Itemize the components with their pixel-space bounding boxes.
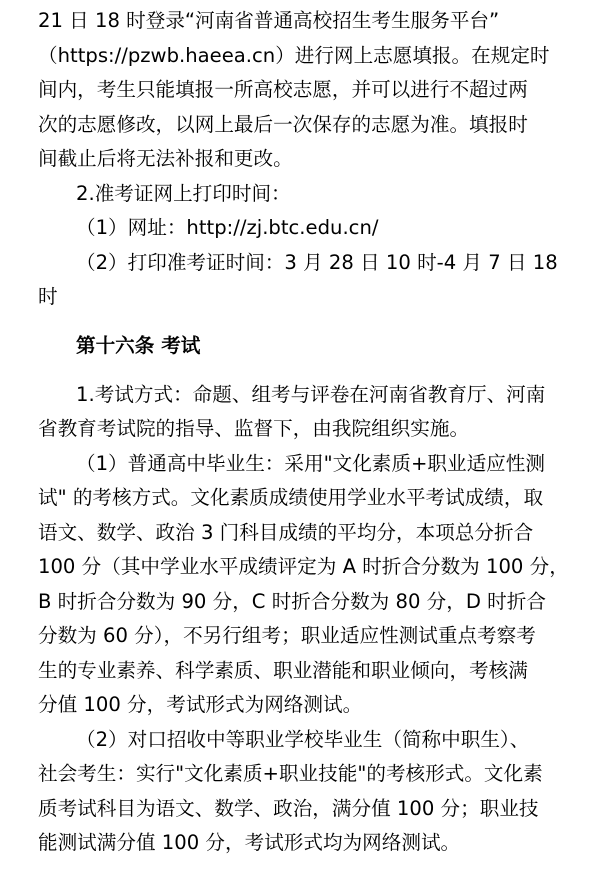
text-line: 21 日 18 时登录“河南省普通高校招生考生服务平台” (38, 9, 500, 32)
text-line: 生的专业素养、科学素质、职业潜能和职业倾向，考核满 (38, 658, 528, 682)
text-line: 试" 的考核方式。文化素质成绩使用学业水平考试成绩，取 (38, 486, 544, 509)
text-line: 1.考试方式：命题、组考与评卷在河南省教育厅、河南 (76, 382, 546, 406)
text-line: 社会考生：实行"文化素质+职业技能"的考核形式。文化素 (38, 762, 543, 785)
text-line: （1）网址：http://zj.btc.edu.cn/ (76, 216, 379, 239)
text-line: 分值 100 分，考试形式为网络测试。 (38, 693, 363, 716)
text-line: 间内，考生只能填报一所高校志愿，并可以进行不超过两 (38, 78, 528, 101)
text-line: （1）普通高中毕业生：采用"文化素质+职业适应性测 (76, 451, 545, 475)
text-line: 时 (38, 285, 58, 308)
text-line: 省教育考试院的指导、监督下，由我院组织实施。 (38, 417, 470, 440)
text-line: （2）打印准考证时间：3 月 28 日 10 时-4 月 7 日 18 (76, 250, 558, 274)
section-heading: 第十六条 考试 (76, 334, 201, 357)
text-line: 质考试科目为语文、数学、政治，满分值 100 分；职业技 (38, 796, 539, 820)
text-line: 分数为 60 分），不另行组考；职业适应性测试重点考察考 (38, 624, 536, 647)
text-line: （2）对口招收中等职业学校毕业生（简称中职生）、 (76, 727, 530, 751)
text-line: B 时折合分数为 90 分，C 时折合分数为 80 分，D 时折合 (38, 589, 546, 613)
text-line: 100 分（其中学业水平成绩评定为 A 时折合分数为 100 分， (38, 555, 569, 578)
text-line: 次的志愿修改，以网上最后一次保存的志愿为准。填报时 (38, 112, 528, 136)
text-line: 语文、数学、政治 3 门科目成绩的平均分，本项总分折合 (38, 520, 534, 544)
text-line: 2.准考证网上打印时间： (76, 181, 291, 205)
text-line: 间截止后将无法补报和更改。 (38, 147, 293, 170)
text-line: 能测试满分值 100 分，考试形式均为网络测试。 (38, 831, 461, 854)
text-line: （https://pzwb.haeea.cn）进行网上志愿填报。在规定时 (38, 43, 550, 67)
